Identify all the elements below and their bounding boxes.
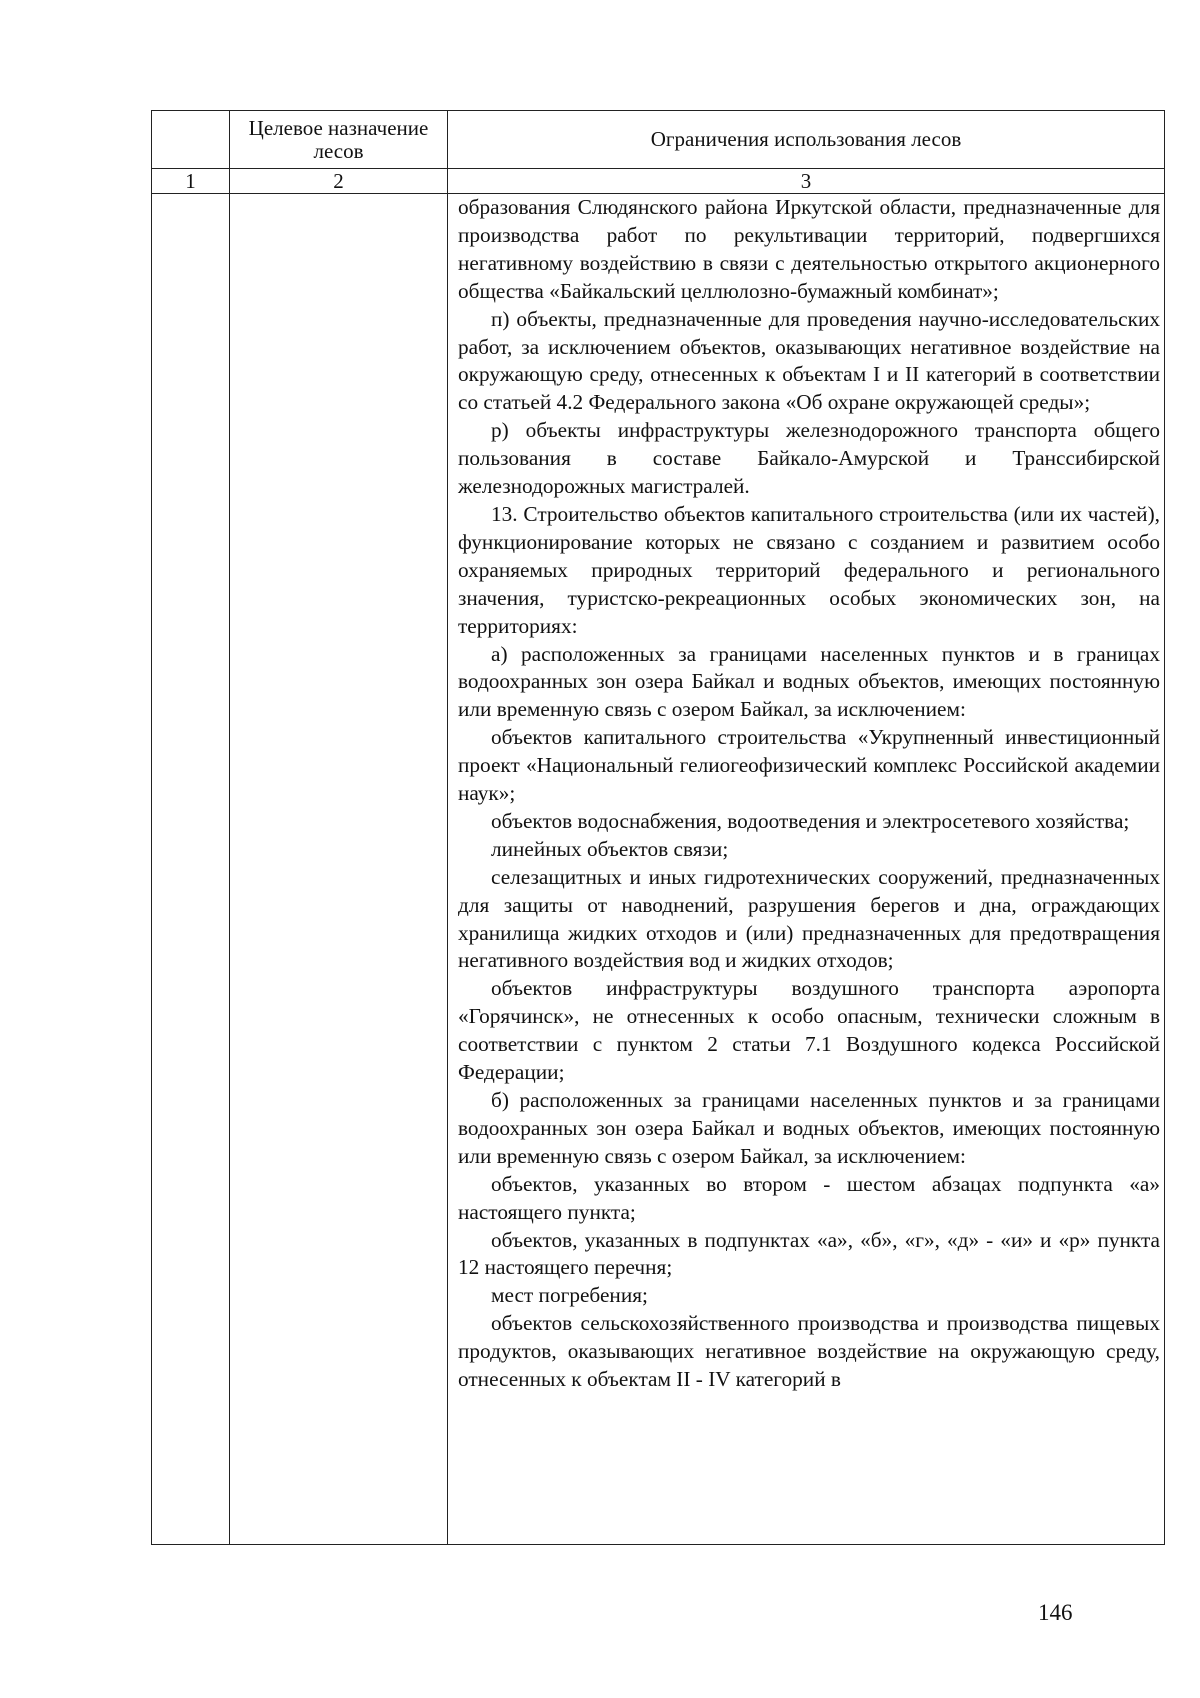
paragraph: р) объекты инфраструктуры железнодорожного транспорта общего пользования в составе Байкало-Амурской и Транссибирской железнодорожных магистралей. [458,418,1160,499]
paragraph: объектов водоснабжения, водоотведения и электросетевого хозяйства; [491,808,1130,833]
cell-empty-2 [230,194,448,1545]
paragraph: объектов капитального строительства «Укрупненный инвестиционный проект «Национальный гелиогеофизический комплекс Российской академии наук»; [458,725,1160,806]
column-number-1: 1 [152,169,230,194]
column-number-row [152,169,1165,194]
cell-empty-1 [152,194,230,1545]
paragraph: объектов, указанных в подпунктах «а», «б», «г», «д» - «и» и «р» пункта 12 настоящего перечня; [458,1227,1160,1280]
paragraph: 13. Строительство объектов капитального строительства (или их частей), функционирование которых не связано с созданием и развитием особо охраняемых природных территорий федерального и регионального значения, туристско-рекреационных особых экономических зон, на территориях: [458,501,1160,638]
header-cell-1 [152,111,230,169]
page-number: 146 [1038,1600,1073,1625]
paragraph: а) расположенных за границами населенных пунктов и в границах водоохранных зон озера Байкал и водных объектов, имеющих постоянную или временную связь с озером Байкал, за исключением: [458,641,1160,722]
header-cell-purpose: Целевое назначение лесов [230,111,448,169]
paragraph: линейных объектов связи; [491,836,729,861]
column-number-2: 2 [230,169,448,194]
table-header-row [152,111,1165,169]
paragraph: объектов сельскохозяйственного производства и производства пищевых продуктов, оказывающих негативное воздействие на окружающую среду, отнесенных к объектам II - IV категорий в [458,1311,1160,1392]
header-cell-restrictions: Ограничения использования лесов [448,111,1165,169]
paragraph: селезащитных и иных гидротехнических сооружений, предназначенных для защиты от наводнений, разрушения берегов и дна, ограждающих хранилища жидких отходов и (или) предназначенных для предотвращения негативного воздействия вод и жидких отходов; [458,864,1160,973]
restrictions-text [448,194,1164,1394]
paragraph: объектов инфраструктуры воздушного транспорта аэропорта «Горячинск», не отнесенных к особо опасным, технически сложным в соответствии с пунктом 2 статьи 7.1 Воздушного кодекса Российской Федерации; [458,976,1160,1085]
column-number-3: 3 [448,169,1165,194]
paragraph: мест погребения; [491,1283,648,1308]
paragraph: образования Слюдянского района Иркутской области, предназначенные для производства работ по рекультивации территорий, подвергшихся негативному воздействию в связи с деятельностью открытого акционерного общества «Байкальский целлюлозно-бумажный комбинат»; [458,195,1160,303]
paragraph: б) расположенных за границами населенных пунктов и за границами водоохранных зон озера Байкал и водных объектов, имеющих постоянную или временную связь с озером Байкал, за исключением: [458,1088,1160,1168]
paragraph: п) объекты, предназначенные для проведения научно-исследовательских работ, за исключением объектов, оказывающих негативное воздействие на окружающую среду, отнесенных к объектам I и II категорий в соответствии со статьей 4.2 Федерального закона «Об охране окружающей среды»; [458,306,1160,415]
table-row [152,194,1165,1545]
cell-restrictions-text [448,194,1165,1545]
restrictions-table [151,110,1165,1545]
paragraph: объектов, указанных во втором - шестом абзацах подпункта «а» настоящего пункта; [458,1171,1160,1224]
